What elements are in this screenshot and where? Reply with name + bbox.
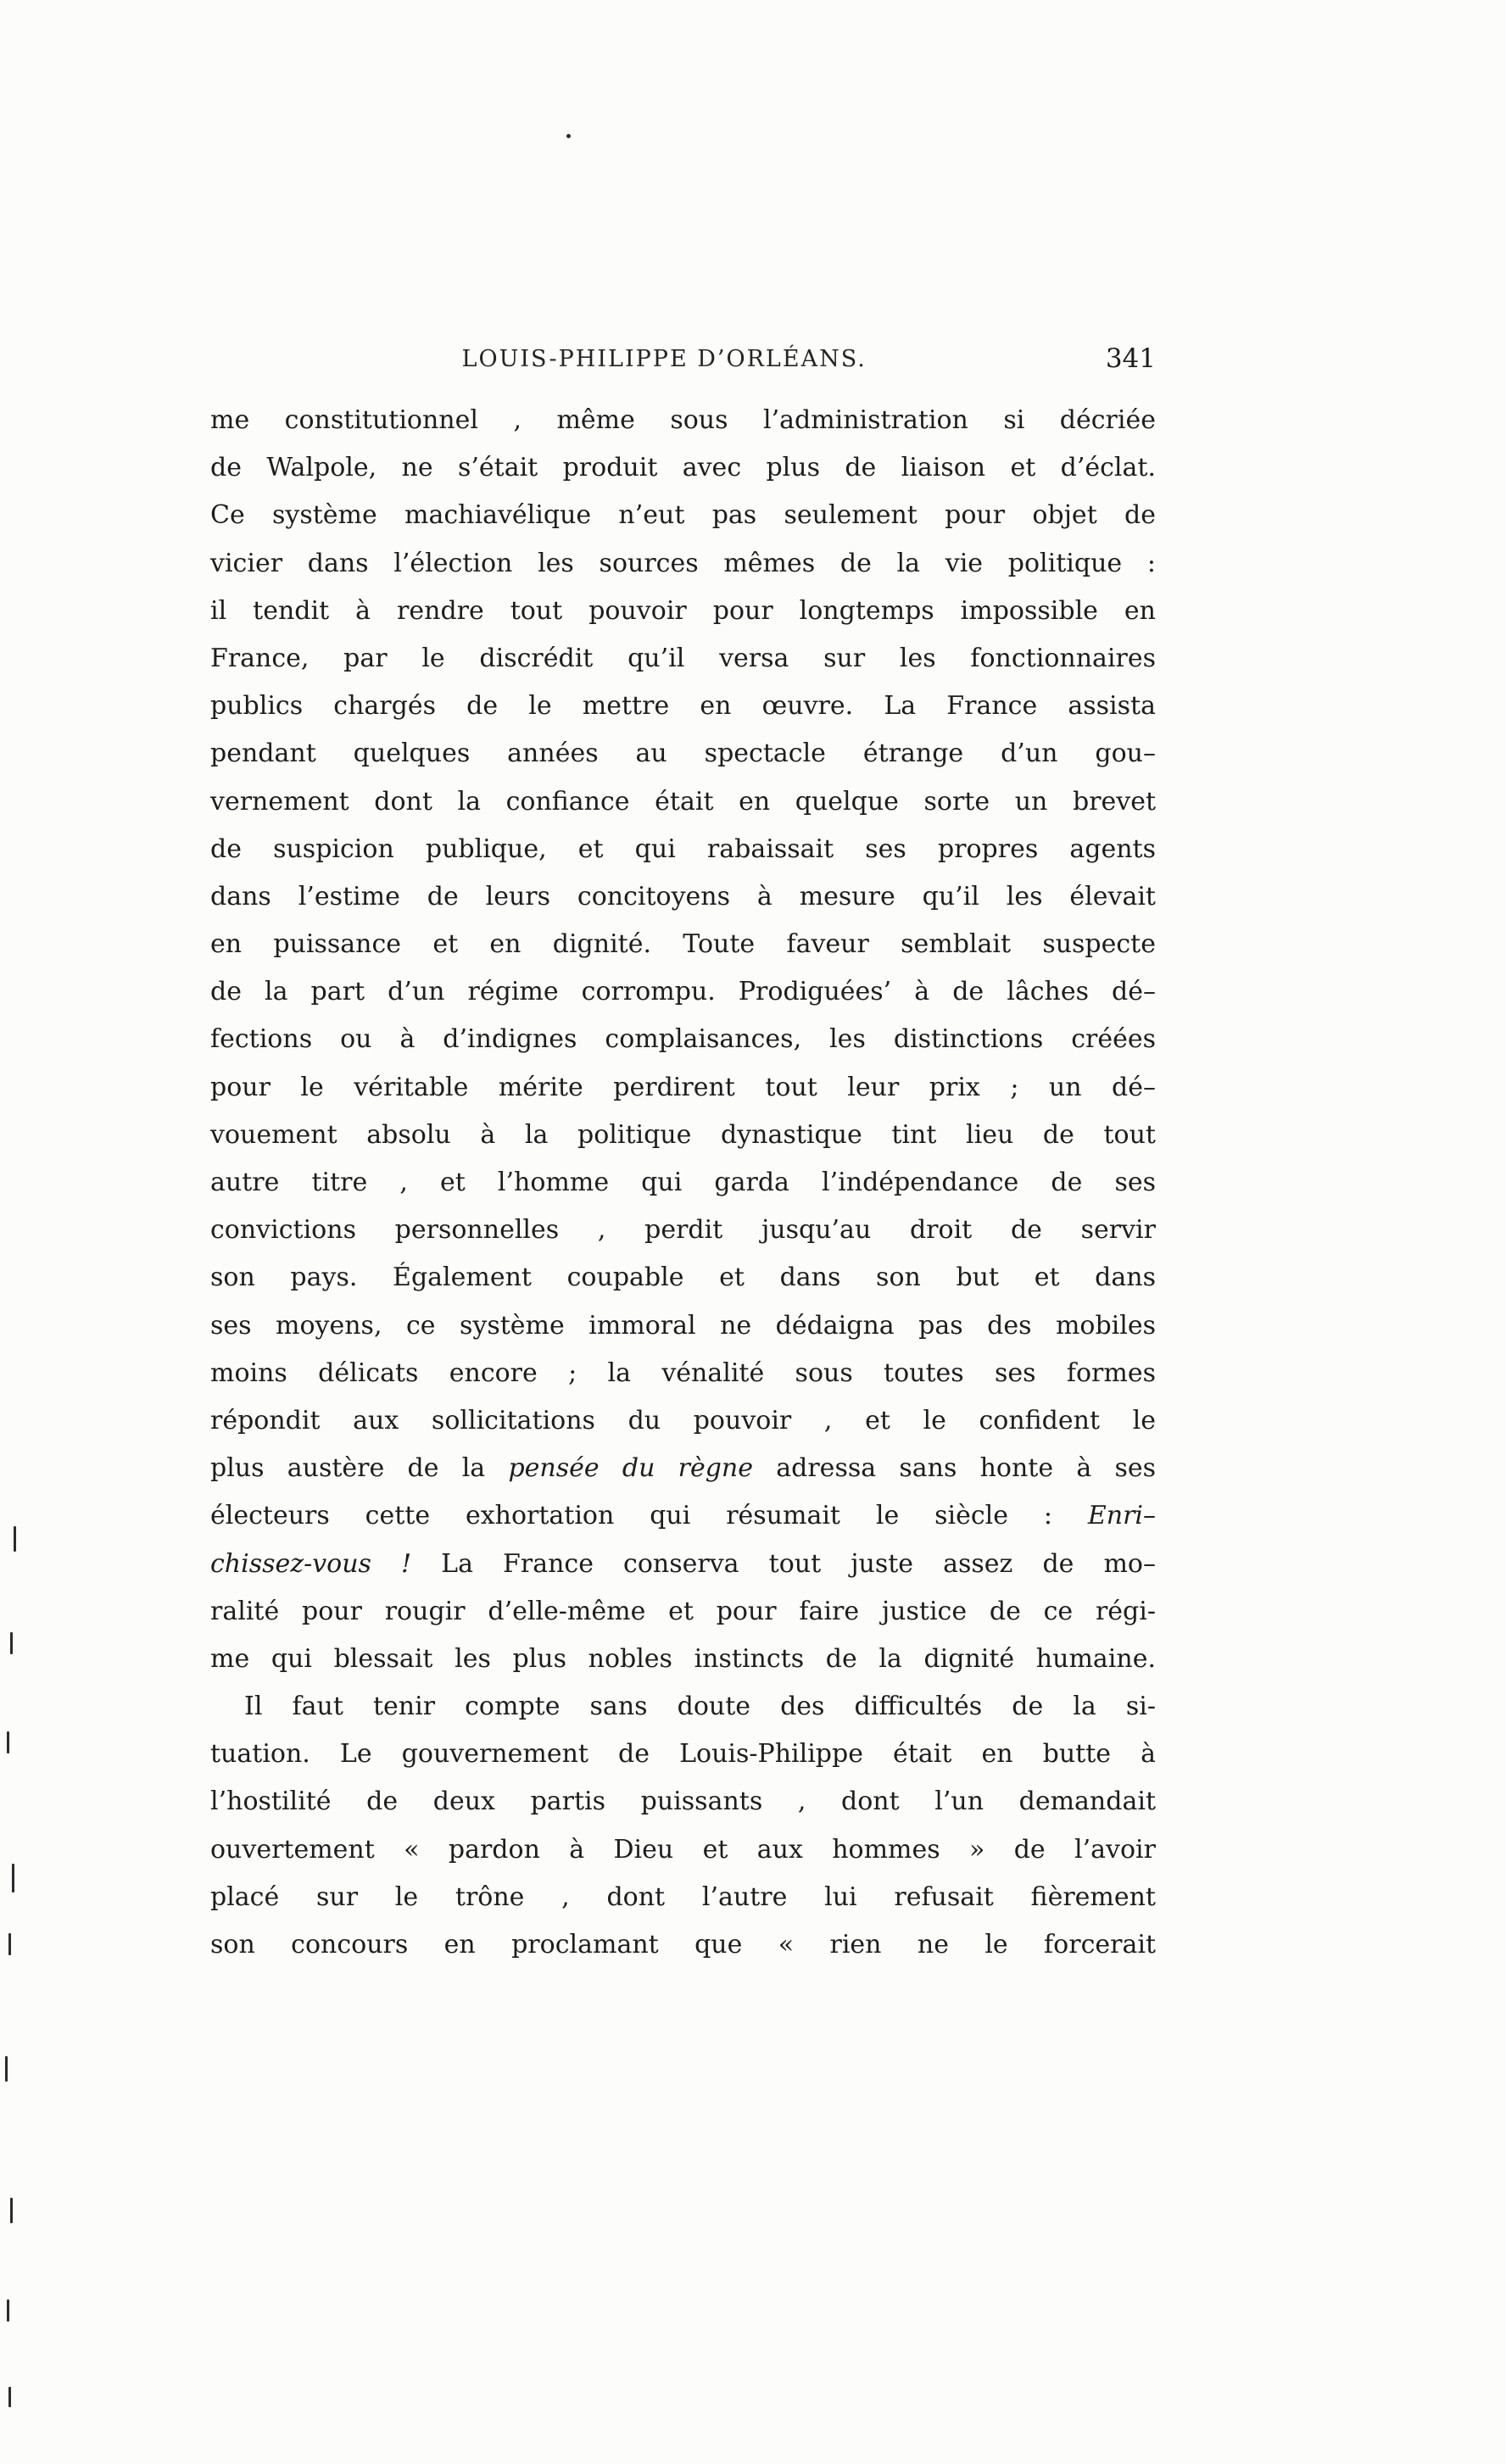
body-text: Ce système machiavélique n’eut pas seulement pour objet de: [210, 500, 1156, 531]
text-line: [210, 826, 1156, 873]
scan-artifact-mark: [10, 1632, 13, 1654]
text-line: [210, 1778, 1156, 1826]
italic-text: pensée du règne: [508, 1453, 754, 1484]
body-text: vernement dont la confiance était en quelque sorte un brevet: [210, 786, 1156, 817]
body-text: vicier dans l’élection les sources mêmes de la vie politique :: [210, 548, 1156, 578]
text-block: [210, 397, 1156, 1969]
text-line: [210, 1445, 1156, 1492]
text-line: [210, 1159, 1156, 1207]
text-line: [210, 683, 1156, 730]
text-line: [210, 588, 1156, 635]
body-text: adressa sans honte à ses: [753, 1453, 1156, 1484]
scan-artifact-mark: [5, 2056, 8, 2082]
body-text: plus austère de la: [210, 1453, 509, 1484]
text-line: [210, 1921, 1156, 1969]
text-line: [210, 1302, 1156, 1350]
body-text: ralité pour rougir d’elle-même et pour faire justice de ce régi-: [210, 1596, 1156, 1626]
body-text: convictions personnelles , perdit jusqu’au droit de servir: [210, 1215, 1156, 1246]
page-header: [210, 343, 1156, 385]
body-text: fections ou à d’indignes complaisances, les distinctions créées: [210, 1024, 1156, 1055]
text-line: [210, 397, 1156, 444]
italic-text: chissez-vous !: [210, 1548, 412, 1579]
text-line: [210, 1683, 1156, 1731]
text-line: [210, 1636, 1156, 1683]
text-line: [210, 778, 1156, 826]
body-text: me constitutionnel , même sous l’administration si décriée: [210, 405, 1156, 435]
text-line: [210, 1492, 1156, 1540]
text-line: [210, 492, 1156, 539]
text-line: [210, 873, 1156, 921]
body-text: placé sur le trône , dont l’autre lui refusait fièrement: [210, 1881, 1156, 1912]
body-text: pour le véritable mérite perdirent tout leur prix ; un dé–: [210, 1072, 1156, 1102]
body-text: Il faut tenir compte sans doute des difficultés de la si-: [244, 1692, 1156, 1722]
text-line: [210, 1874, 1156, 1921]
body-text: de suspicion publique, et qui rabaissait ses propres agents: [210, 833, 1156, 864]
body-text: il tendit à rendre tout pouvoir pour longtemps impossible en: [210, 595, 1156, 626]
scan-artifact-mark: [7, 2300, 9, 2322]
text-line: [210, 635, 1156, 683]
text-line: [210, 1588, 1156, 1636]
body-text: ouvertement « pardon à Dieu et aux hommes » de l’avoir: [210, 1834, 1156, 1865]
page-number: 341: [1105, 343, 1156, 374]
text-line: [210, 1254, 1156, 1302]
body-text: France, par le discrédit qu’il versa sur les fonctionnaires: [210, 643, 1156, 673]
paragraph: [210, 397, 1156, 492]
body-text: de Walpole, ne s’était produit avec plus de liaison et d’éclat.: [210, 453, 1156, 483]
body-text: tuation. Le gouvernement de Louis-Philippe était en butte à: [210, 1739, 1156, 1770]
scan-artifact-mark: [8, 1933, 11, 1955]
body-text: de la part d’un régime corrompu. Prodiguées’ à de lâches dé–: [210, 977, 1156, 1007]
scan-artifact-mark: [14, 1526, 16, 1552]
scan-artifact-mark: [10, 2198, 13, 2223]
text-line: [210, 1826, 1156, 1874]
text-line: [210, 1350, 1156, 1397]
scan-artifact-mark: [8, 2387, 11, 2407]
running-title: LOUIS-PHILIPPE D’ORLÉANS.: [461, 346, 867, 372]
text-line: [210, 1207, 1156, 1254]
text-line: [210, 1731, 1156, 1778]
text-line: [210, 444, 1156, 492]
body-text: me qui blessait les plus nobles instincts de la dignité humaine.: [210, 1643, 1156, 1674]
body-text: ses moyens, ce système immoral ne dédaigna pas des mobiles: [210, 1310, 1156, 1341]
text-line: [210, 1016, 1156, 1063]
body-text: La France conserva tout juste assez de mo–: [411, 1548, 1156, 1579]
body-text: son pays. Également coupable et dans son but et dans: [210, 1263, 1156, 1293]
body-text: dans l’estime de leurs concitoyens à mesure qu’il les élevait: [210, 881, 1156, 911]
text-line: [210, 1397, 1156, 1445]
body-text: vouement absolu à la politique dynastique tint lieu de tout: [210, 1119, 1156, 1150]
text-line: [210, 921, 1156, 968]
scan-artifact-mark: [7, 1731, 9, 1753]
body-text: pendant quelques années au spectacle étrange d’un gou–: [210, 739, 1156, 769]
text-line: [210, 968, 1156, 1016]
body-text: publics chargés de le mettre en œuvre. La France assista: [210, 691, 1156, 722]
text-line: [210, 540, 1156, 588]
paragraph: [210, 1683, 1156, 1969]
body-text: moins délicats encore ; la vénalité sous toutes ses formes: [210, 1357, 1156, 1388]
body-text: son concours en proclamant que « rien ne le forcerait: [210, 1930, 1156, 1959]
text-line: [210, 730, 1156, 778]
body-text: répondit aux sollicitations du pouvoir , et le confident le: [210, 1405, 1156, 1435]
italic-text: Enri–: [1087, 1501, 1156, 1531]
text-line: [210, 1112, 1156, 1159]
scan-artifact-dot: [566, 134, 571, 138]
scan-artifact-mark: [12, 1864, 14, 1893]
text-line: [210, 1541, 1156, 1588]
body-text: électeurs cette exhortation qui résumait le siècle :: [210, 1501, 1088, 1531]
text-line: [210, 1064, 1156, 1112]
body-text: l’hostilité de deux partis puissants , dont l’un demandait: [210, 1787, 1156, 1817]
body-text: autre titre , et l’homme qui garda l’indépendance de ses: [210, 1168, 1156, 1197]
paragraph: [210, 492, 1156, 1683]
body-text: en puissance et en dignité. Toute faveur semblait suspecte: [210, 929, 1156, 960]
